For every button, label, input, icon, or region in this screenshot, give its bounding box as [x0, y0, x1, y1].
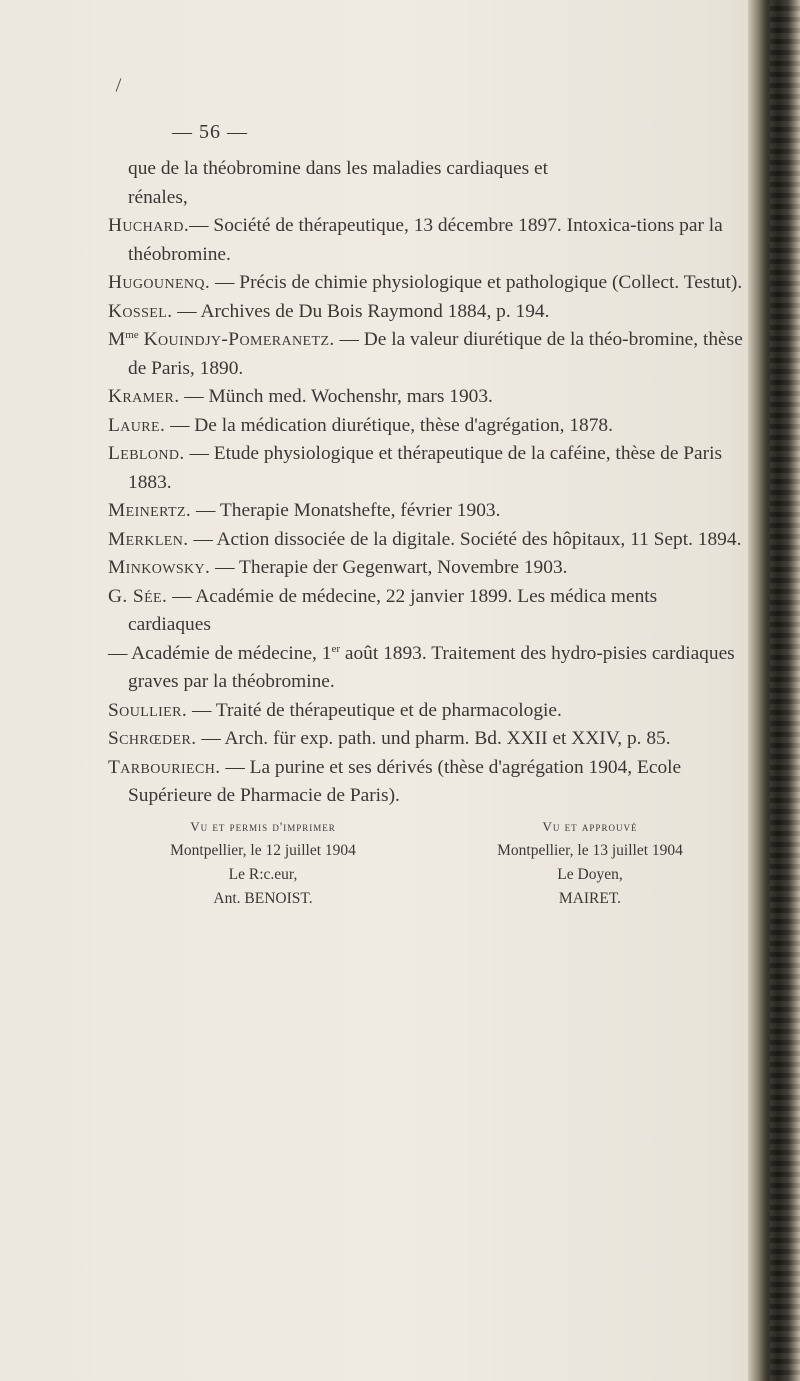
page-number: — 56 — [172, 121, 248, 143]
bib-entry-meinertz [108, 497, 744, 526]
bib-entry-leblond [108, 440, 744, 497]
bib-prefix-sup: me [125, 329, 139, 341]
bib-author: Kossel. [108, 300, 173, 322]
bib-text: — De la valeur diurétique de la théo-bromine, thèse de Paris, 1890. [128, 329, 743, 379]
bib-author: Minkowsky. [108, 557, 211, 578]
bib-entry-hugounenq [108, 269, 744, 298]
approval-role: Le R:c.eur, [228, 866, 298, 883]
approval-signatory: MAIRET. [558, 890, 622, 907]
bib-text: — Action dissociée de la digitale. Société des hôpitaux, 11 Sept. 1894. [193, 528, 742, 550]
bib-author: Tarbouriech. [108, 756, 221, 778]
bib-entry-tarbouriech [108, 754, 744, 811]
bib-entry-see-continuation [108, 640, 744, 697]
approval-approved-block [440, 815, 740, 911]
bib-entry-schroeder [108, 725, 744, 754]
bib-sup: er [331, 642, 340, 655]
bib-entry-see [108, 583, 744, 640]
bib-author: Soullier. [108, 699, 188, 721]
bib-text: — Arch. für exp. path. und pharm. Bd. XXII et XXIV, p. 85. [201, 728, 671, 749]
bib-text: — Münch med. Wochenshr, mars 1903. [184, 386, 493, 407]
bib-text: — Archives de Du Bois Raymond 1884, p. 194. [177, 300, 550, 322]
bibliography-list [108, 155, 744, 811]
bib-entry-kramer [108, 383, 744, 412]
approval-permit-block [118, 815, 408, 911]
approval-heading: Vu et approuvé [542, 819, 638, 834]
bib-author: G. Sée. [108, 585, 168, 607]
bib-entry-kossel [108, 298, 744, 327]
bib-author: Merklen. [108, 528, 189, 550]
bib-author: Meinertz. [108, 500, 192, 521]
approval-date: Montpellier, le 13 juillet 1904 [497, 842, 683, 859]
bib-text: — Therapie der Gegenwart, Novembre 1903. [215, 557, 568, 578]
bib-entry-laure [108, 412, 744, 441]
bib-text: — De la médication diurétique, thèse d'agrégation, 1878. [170, 414, 613, 436]
bib-text: août 1893. Traitement des hydro-pisies cardiaques graves par la théobromine. [128, 642, 735, 692]
bib-entry-minkowsky [108, 554, 744, 583]
bib-text: — Traité de thérapeutique et de pharmacologie. [191, 699, 562, 721]
bib-prefix: M [108, 329, 126, 350]
bib-author: Huchard. [108, 215, 190, 236]
bib-author: Laure. [108, 414, 166, 436]
approval-role: Le Doyen, [557, 866, 623, 883]
bib-author: Kouindjy-Pomeranetz. [143, 329, 335, 350]
bib-text: — La purine et ses dérivés (thèse d'agrégation 1904, Ecole Supérieure de Pharmacie de Paris). [128, 756, 682, 806]
bib-author: Hugounenq. [108, 272, 211, 293]
stray-mark [116, 78, 122, 91]
bib-text: — Précis de chimie physiologique et pathologique (Collect. Testut). [215, 272, 743, 293]
approval-heading: Vu et permis d'imprimer [190, 819, 336, 834]
bib-author: Kramer. [108, 386, 180, 407]
opening-line-1: que de la théobromine dans les maladies cardiaques et [128, 158, 548, 179]
bib-text: — Société de thérapeutique, 13 décembre 1897. Intoxica-tions par la théobromine. [128, 215, 723, 265]
bib-entry-soullier [108, 697, 744, 726]
bib-entry-kouindjy [108, 326, 744, 383]
approval-signatory: Ant. BENOIST. [213, 890, 313, 907]
bib-entry-merklen [108, 526, 744, 555]
bib-text: — Therapie Monatshefte, février 1903. [196, 500, 501, 521]
binding-texture [770, 0, 800, 1381]
bib-text: — Académie de médecine, 22 janvier 1899. Les médica ments cardiaques [128, 585, 658, 635]
bib-text: — Académie de médecine, 1 [108, 642, 332, 664]
bib-author: Leblond. [108, 443, 185, 464]
approval-date: Montpellier, le 12 juillet 1904 [170, 842, 356, 859]
bib-text: — Etude physiologique et thérapeutique de la caféine, thèse de Paris 1883. [128, 443, 723, 493]
opening-line-2: rénales, [128, 186, 188, 208]
bib-author: Schrœder. [108, 728, 197, 749]
bib-entry-huchard [108, 212, 744, 269]
